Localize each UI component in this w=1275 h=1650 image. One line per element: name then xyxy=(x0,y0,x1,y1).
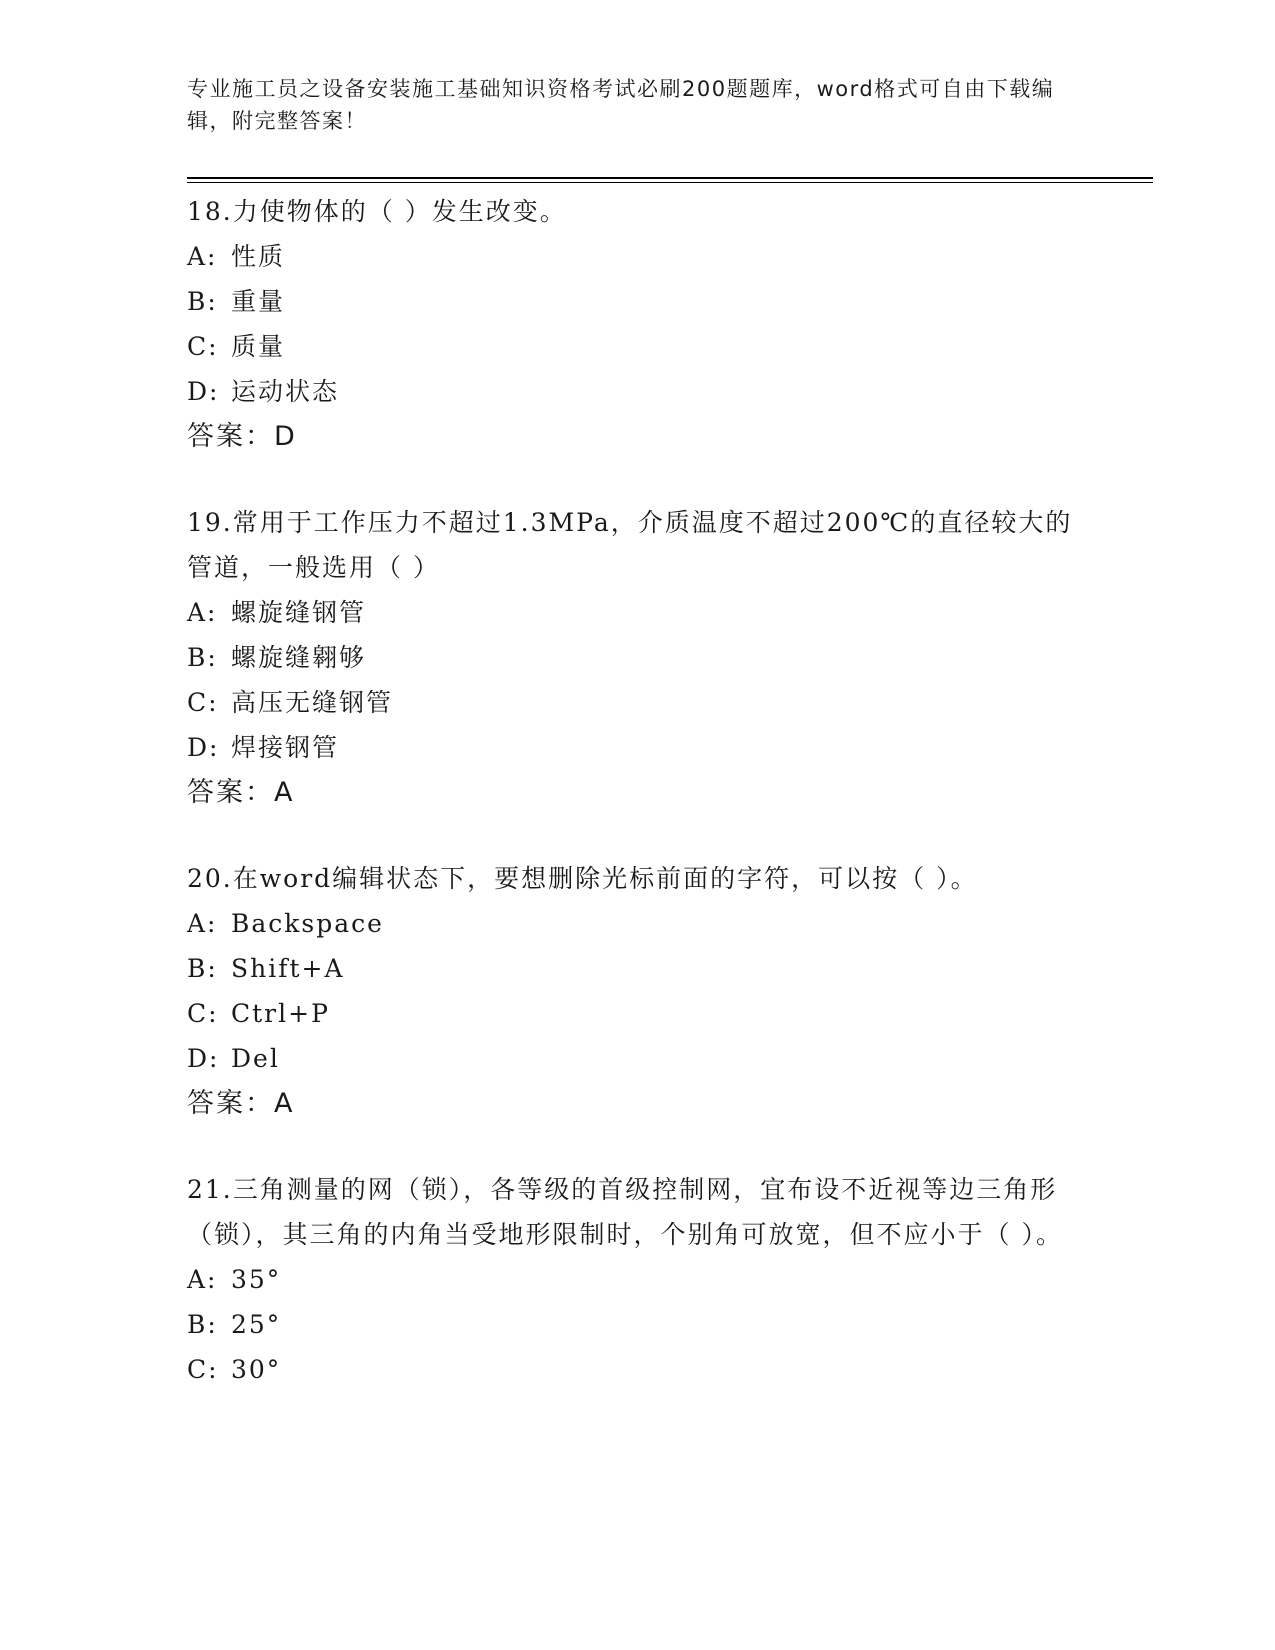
option-text: Shift+A xyxy=(231,954,345,983)
question-21 xyxy=(187,1167,1087,1392)
option-b xyxy=(187,279,1087,324)
option-text: Ctrl+P xyxy=(231,999,330,1028)
option-letter: C: xyxy=(187,999,219,1028)
option-d xyxy=(187,369,1087,414)
option-c xyxy=(187,324,1087,369)
option-text: 螺旋缝翱够 xyxy=(231,643,367,672)
option-letter: B: xyxy=(187,954,218,983)
question-stem: 21.三角测量的网（锁），各等级的首级控制网，宜布设不近视等边三角形（锁），其三角的内角当受地形限制时，个别角可放宽，但不应小于（ ）。 xyxy=(187,1175,1063,1249)
question-stem: 20.在word编辑状态下，要想删除光标前面的字符，可以按（ ）。 xyxy=(187,864,978,893)
option-text: 35° xyxy=(231,1265,282,1294)
option-text: 30° xyxy=(231,1355,282,1384)
header-rule-thin xyxy=(187,182,1153,183)
question-19 xyxy=(187,500,1087,815)
option-text: 重量 xyxy=(231,287,286,316)
questions-list xyxy=(187,189,1087,1433)
option-letter: A: xyxy=(187,598,218,627)
option-b xyxy=(187,946,1087,991)
option-letter: B: xyxy=(187,643,218,672)
option-letter: A: xyxy=(187,242,218,271)
option-letter: D: xyxy=(187,1044,220,1073)
option-c xyxy=(187,680,1087,725)
option-a xyxy=(187,1257,1087,1302)
option-letter: D: xyxy=(187,733,220,762)
option-text: Del xyxy=(231,1044,280,1073)
answer-line: 答案：A xyxy=(187,1088,295,1119)
option-c xyxy=(187,1347,1087,1392)
answer-line: 答案：D xyxy=(187,421,297,452)
option-letter: B: xyxy=(187,287,218,316)
header-rule-thick xyxy=(187,177,1153,179)
option-a xyxy=(187,234,1087,279)
option-b xyxy=(187,1302,1087,1347)
option-letter: A: xyxy=(187,909,218,938)
option-text: 高压无缝钢管 xyxy=(231,688,394,717)
question-stem: 18.力使物体的（ ）发生改变。 xyxy=(187,197,567,226)
option-letter: C: xyxy=(187,332,219,361)
option-c xyxy=(187,991,1087,1036)
option-a xyxy=(187,901,1087,946)
option-d xyxy=(187,1036,1087,1081)
option-text: 25° xyxy=(231,1310,282,1339)
option-text: 质量 xyxy=(231,332,286,361)
option-a xyxy=(187,590,1087,635)
option-letter: A: xyxy=(187,1265,218,1294)
document-header: 专业施工员之设备安装施工基础知识资格考试必刷200题题库，word格式可自由下载编辑，附完整答案！ xyxy=(187,77,1055,133)
option-text: Backspace xyxy=(231,909,384,938)
option-letter: B: xyxy=(187,1310,218,1339)
answer-line: 答案：A xyxy=(187,777,295,808)
option-text: 焊接钢管 xyxy=(231,733,340,762)
option-letter: D: xyxy=(187,377,220,406)
option-d xyxy=(187,725,1087,770)
question-18 xyxy=(187,189,1087,459)
question-20 xyxy=(187,856,1087,1126)
option-b xyxy=(187,635,1087,680)
option-letter: C: xyxy=(187,1355,219,1384)
option-text: 螺旋缝钢管 xyxy=(231,598,367,627)
option-text: 运动状态 xyxy=(231,377,340,406)
option-letter: C: xyxy=(187,688,219,717)
question-stem: 19.常用于工作压力不超过1.3MPa，介质温度不超过200℃的直径较大的管道，一般选用（ ） xyxy=(187,508,1073,582)
option-text: 性质 xyxy=(231,242,286,271)
